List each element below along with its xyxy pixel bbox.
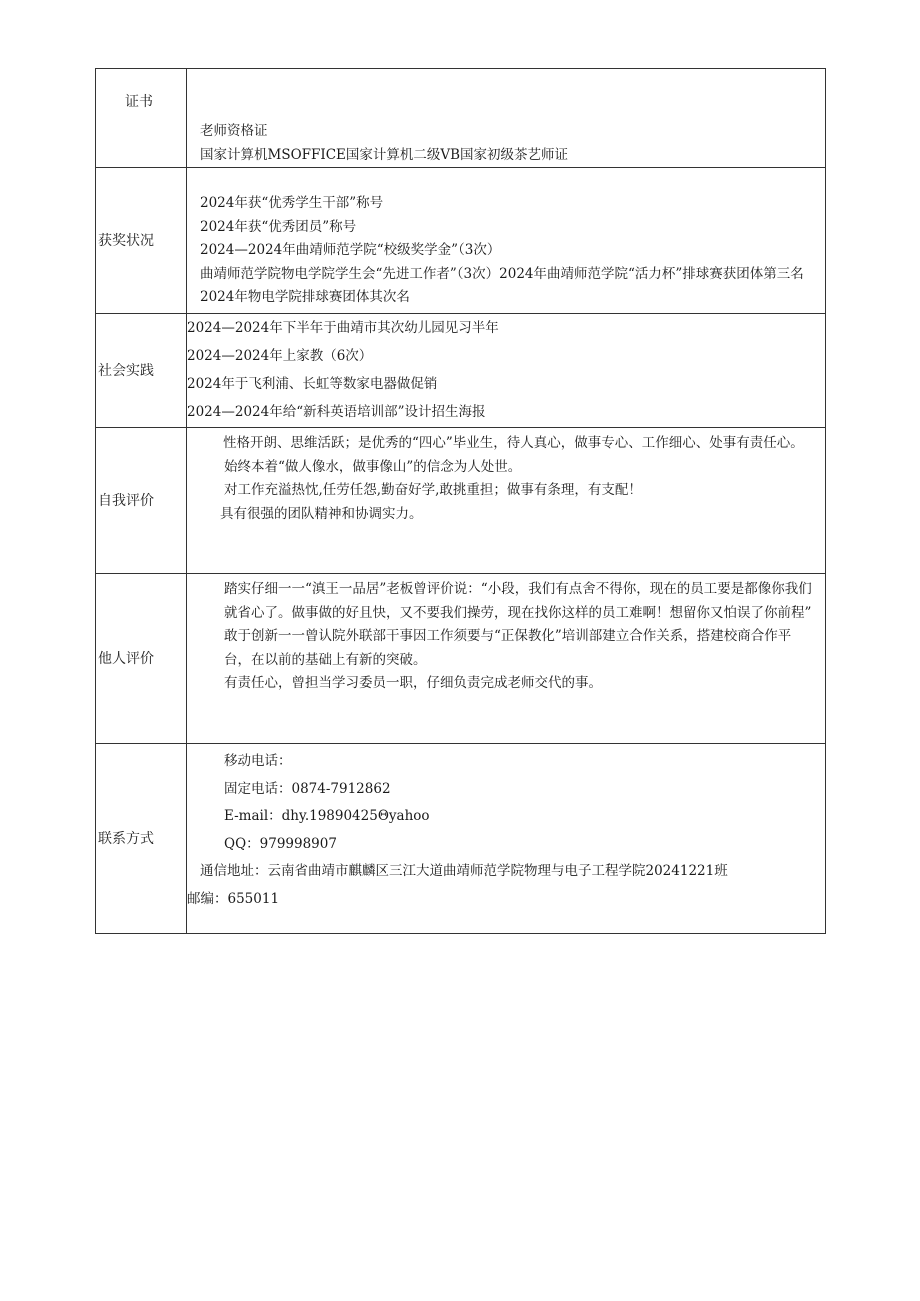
others-eval-item: 踏实仔细一一“滇王一品居”老板曾评价说：“小段，我们有点舍不得你，现在的员工要是都像你我们就省心了。做事做的好且快，又不要我们操劳，现在找你这样的员工难啊！想留你又怕误了你前程”	[224, 581, 812, 621]
contact-qq: QQ：979998907	[224, 835, 337, 852]
contact-email: E-mail：dhy.19890425Θyahoo	[224, 808, 430, 824]
practice-item: 2024—2024年给“新科英语培训部”设计招生海报	[187, 404, 486, 420]
practice-label-cell	[96, 314, 187, 428]
others-eval-label-cell	[96, 574, 187, 744]
contact-label-cell	[96, 744, 187, 934]
self-eval-label: 自我评价	[98, 492, 154, 509]
awards-content	[187, 168, 826, 314]
practice-item: 2024—2024年上家教（6次）	[187, 348, 373, 364]
award-item: 2024—2024年曲靖师范学院“校级奖学金”（3次）	[200, 242, 501, 258]
contact-postcode: 邮编：655011	[187, 890, 280, 907]
practice-item: 2024—2024年下半年于曲靖市其次幼儿园见习半年	[187, 320, 499, 336]
awards-label: 获奖状况	[98, 232, 154, 249]
practice-row	[96, 314, 826, 428]
self-eval-row	[96, 428, 826, 574]
certificate-label: 证书	[125, 94, 153, 110]
self-eval-item: 性格开朗、思维活跃；是优秀的“四心”毕业生，待人真心，做事专心、工作细心、处事有责任心。	[223, 435, 804, 451]
practice-label: 社会实践	[98, 362, 154, 379]
certificate-line: 国家计算机MSOFFICE国家计算机二级VB国家初级茶艺师证	[200, 146, 569, 163]
others-eval-row	[96, 574, 826, 744]
awards-row	[96, 168, 826, 314]
contact-row	[96, 744, 826, 934]
contact-phone: 固定电话：0874-7912862	[224, 780, 391, 797]
contact-mobile: 移动电话：	[224, 753, 292, 769]
award-item: 曲靖师范学院物电学院学生会“先进工作者”（3次）2024年曲靖师范学院“活力杯”排球赛获团体第三名2024年物电学院排球赛团体其次名	[200, 265, 804, 305]
self-eval-label-cell	[96, 428, 187, 574]
certificate-label-cell	[96, 69, 187, 168]
self-eval-content	[187, 428, 826, 574]
practice-item: 2024年于飞利浦、长虹等数家电器做促销	[187, 376, 438, 392]
self-eval-item: 对工作充溢热忱,任劳任怨,勤奋好学,敢挑重担；做事有条理，有支配！	[224, 482, 642, 498]
others-eval-content	[187, 574, 826, 744]
certificate-line: 老师资格证	[200, 123, 268, 139]
contact-address: 通信地址：云南省曲靖市麒麟区三江大道曲靖师范学院物理与电子工程学院20241221班	[200, 863, 728, 879]
self-eval-item: 始终本着“做人像水，做事像山”的信念为人处世。	[224, 458, 522, 475]
certificate-content	[187, 69, 826, 168]
contact-label: 联系方式	[98, 830, 154, 847]
practice-content	[187, 314, 826, 428]
awards-label-cell	[96, 168, 187, 314]
self-eval-item: 具有很强的团队精神和协调实力。	[220, 505, 423, 522]
others-eval-item: 有责任心，曾担当学习委员一职，仔细负责完成老师交代的事。	[224, 675, 602, 691]
award-item: 2024年获“优秀团员”称号	[200, 218, 357, 235]
contact-content	[187, 744, 826, 934]
certificate-row	[96, 69, 826, 168]
award-item: 2024年获“优秀学生干部”称号	[200, 195, 384, 211]
resume-table	[95, 68, 826, 934]
others-eval-item: 敢于创新一一曾认院外联部干事因工作须要与“正保教化”培训部建立合作关系，搭建校商合作平台，在以前的基础上有新的突破。	[224, 628, 792, 668]
others-eval-label: 他人评价	[98, 650, 154, 667]
